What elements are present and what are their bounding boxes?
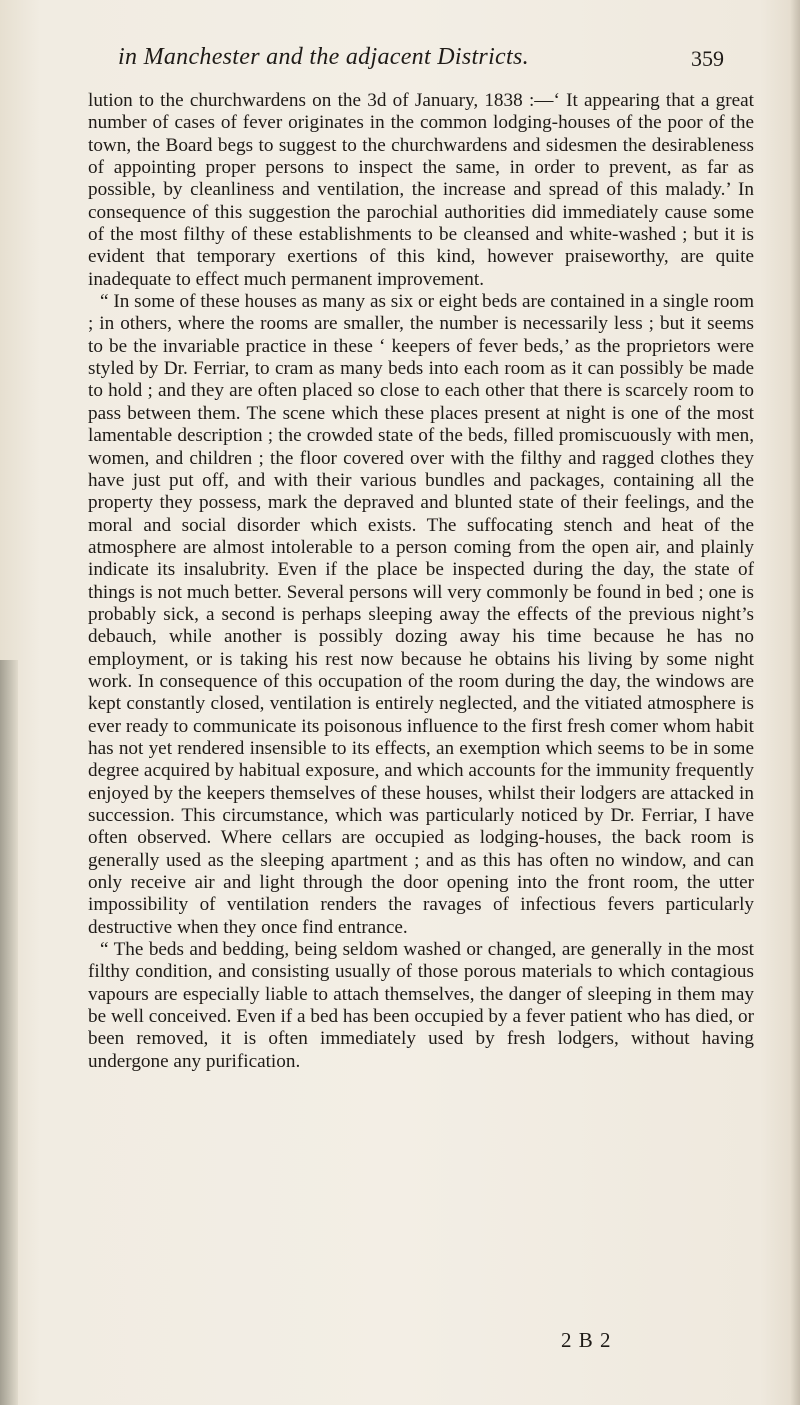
paragraph-bedding: “ The beds and bedding, being seldom washed or changed, are generally in the most filthy condition, and consisting usually of those porous materials to which contagious vapours are especially liable to attach themselves, the danger of sleeping in them may be well conceived. Even if a bed has been occupied by a fever patient who has died, or been removed, it is often immediately used by fresh lodgers, without having undergone any purification. (88, 939, 754, 1072)
body-text (88, 90, 754, 1073)
signature-mark: 2 B 2 (561, 1328, 612, 1352)
running-title: in Manchester and the adjacent Districts. (118, 44, 529, 70)
paragraph-continuation: lution to the churchwardens on the 3d of January, 1838 :—‘ It appearing that a great number of cases of fever originates in the common lodging-houses of the poor of the town, the Board begs to suggest to the churchwardens and sidesmen the desirableness of appointing proper persons to inspect the same, in order to prevent, as far as possible, by cleanliness and ventilation, the increase and spread of this malady.’ In consequence of this suggestion the parochial authorities did immediately cause some of the most filthy of these establishments to be cleansed and white-washed ; but it is evident that temporary exertions of this kind, however praiseworthy, are quite inadequate to effect much permanent improvement. (88, 90, 754, 290)
binding-shadow (0, 660, 18, 1405)
page-edge-shadow (790, 0, 800, 1405)
page-number: 359 (691, 46, 724, 71)
running-head (118, 44, 724, 78)
paragraph-lodging-houses: “ In some of these houses as many as six or eight beds are contained in a single room ; in others, where the rooms are smaller, the number is necessarily less ; but it seems to be the invariable practice in these ‘ keepers of fever beds,’ as the proprietors were styled by Dr. Ferriar, to cram as many beds into each room as it can possibly be made to hold ; and they are often placed so close to each other that there is scarcely room to pass between them. The scene which these places present at night is one of the most lamentable description ; the crowded state of the beds, filled promiscuously with men, women, and children ; the floor covered over with the filthy and ragged clothes they have just put off, and with their various bundles and packages, containing all the property they possess, mark the depraved and blunted state of their feelings, and the moral and social disorder which exists. The suffocating stench and heat of the atmosphere are almost intolerable to a person coming from the open air, and plainly indicate its insalubrity. Even if the place be inspected during the day, the state of things is not much better. Several persons will very commonly be found in bed ; one is probably sick, a second is perhaps sleeping away the effects of the previous night’s debauch, while another is possibly dozing away his time because he has no employment, or is taking his rest now because he obtains his living by some night work. In consequence of this occupation of the room during the day, the windows are kept constantly closed, ventilation is entirely neglected, and the vitiated atmosphere is ever ready to communicate its poisonous influence to the first fresh comer whom habit has not yet rendered insensible to its effects, an exemption which seems to be in some degree acquired by habitual exposure, and which accounts for the immunity frequently enjoyed by the keepers themselves of these houses, whilst their lodgers are attacked in succession. This circumstance, which was particularly noticed by Dr. Ferriar, I have often observed. Where cellars are occupied as lodging-houses, the back room is generally used as the sleeping apartment ; and as this has often no window, and can only receive air and light through the door opening into the front room, the utter impossibility of ventilation renders the ravages of infectious fevers particularly destructive when they once find entrance. (88, 291, 755, 938)
